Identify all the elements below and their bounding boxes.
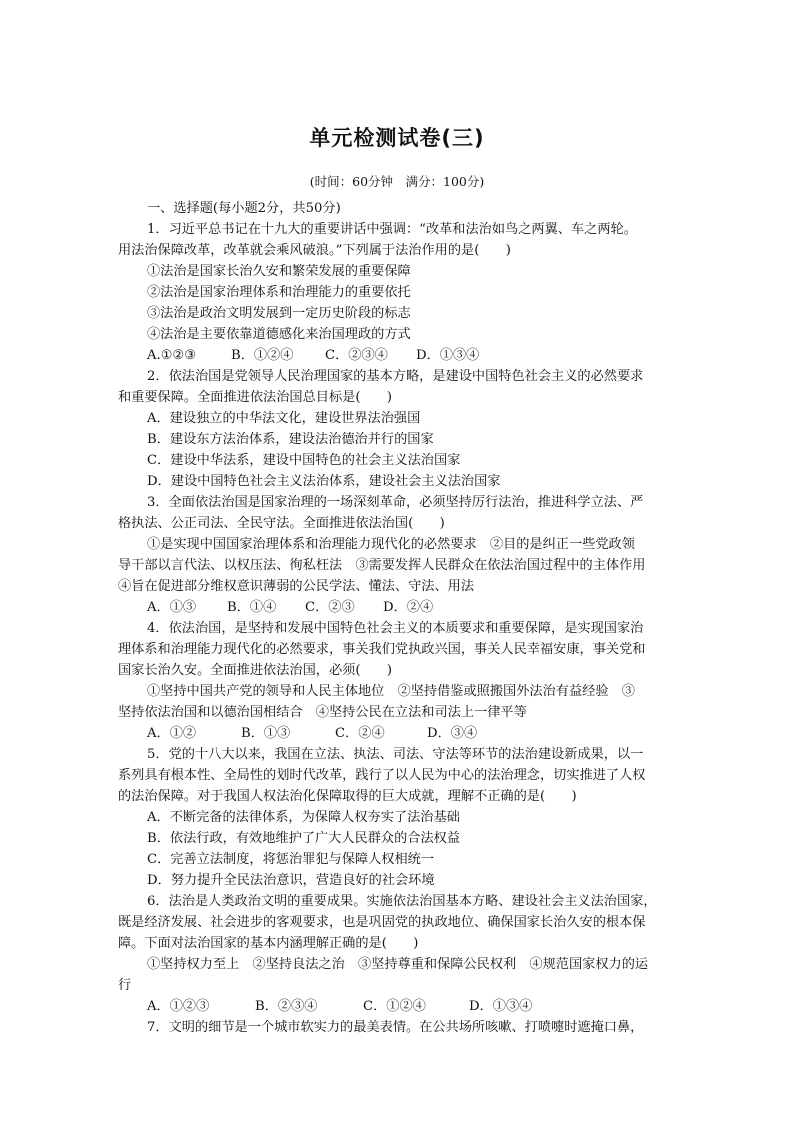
question-2-option-d: D．建设中国特色社会主义法治体系，建设社会主义法治国家 — [147, 474, 501, 489]
question-5-option-d: D．努力提升全民法治意识，营造良好的社会环境 — [147, 873, 435, 888]
question-4-stem-cont: 国家长治久安。全面推进依法治国，必须( ) — [118, 663, 393, 678]
option-c: C．②③④ — [325, 348, 388, 363]
question-5-stem-cont: 系列具有根本性、全局性的划时代改革，践行了以人民为中心的法治理念，切实推进了人权 — [118, 768, 646, 783]
question-5-option-c: C．完善立法制度，将惩治罪犯与保障人权相统一 — [147, 852, 435, 867]
question-6-stem: 6．法治是人类政治文明的重要成果。实施依法治国基本方略、建设社会主义法治国家， — [147, 894, 657, 909]
option-d: D．②④ — [383, 600, 434, 615]
exam-time-score: (时间：60分钟 满分：100分) — [309, 174, 485, 189]
option-b: B．①②④ — [231, 348, 294, 363]
question-2-option-c: C．建设中华法系，建设中国特色的社会主义法治国家 — [147, 453, 461, 468]
question-5-option-b: B．依法行政，有效地维护了广大人民群众的合法权益 — [147, 831, 461, 846]
option-b: B．①④ — [227, 600, 277, 615]
question-6-stem-cont: 既是经济发展、社会进步的客观要求，也是巩固党的执政地位、确保国家长治久安的根本保 — [118, 915, 646, 930]
option-a: A．①② — [147, 726, 197, 741]
question-1-stem: 1．习近平总书记在十九大的重要讲话中强调：“改革和法治如鸟之两翼、车之两轮。 — [147, 222, 637, 237]
question-3-options — [147, 598, 433, 618]
question-3-statements: ①是实现中国国家治理体系和治理能力现代化的必然要求 ②目的是纠正一些党政领 — [147, 537, 635, 552]
question-3-stem: 3．全面依法治国是国家治理的一场深刻革命，必须坚持厉行法治，推进科学立法、严 — [147, 495, 644, 510]
question-5-option-a: A．不断完备的法律体系，为保障人权夯实了法治基础 — [147, 810, 460, 825]
question-1-statement: ④法治是主要依靠道德感化来治国理政的方式 — [147, 327, 411, 342]
question-6-options — [147, 997, 532, 1017]
option-d: D．③④ — [427, 726, 478, 741]
question-2-option-a: A．建设独立的中华法文化，建设世界法治强国 — [147, 411, 421, 426]
question-1-options — [147, 346, 479, 366]
question-4-statements: ①坚持中国共产党的领导和人民主体地位 ②坚持借鉴或照搬国外法治有益经验 ③ — [147, 684, 635, 699]
option-b: B．②③④ — [255, 999, 318, 1014]
option-d: D．①③④ — [469, 999, 533, 1014]
question-1-statement: ①法治是国家长治久安和繁荣发展的重要保障 — [147, 264, 411, 279]
option-c: C．②③ — [305, 600, 355, 615]
question-4-stem-cont: 理体系和治理能力现代化的必然要求，事关我们党执政兴国，事关人民幸福安康，事关党和 — [118, 642, 646, 657]
question-4-statements: 坚持依法治国和以德治国相结合 ④坚持公民在立法和司法上一律平等 — [118, 705, 527, 720]
question-6-statements: ①坚持权力至上 ②坚持良法之治 ③坚持尊重和保障公民权利 ④规范国家权力的运 — [147, 957, 649, 972]
question-4-options — [147, 724, 477, 744]
section-heading: 一、选择题(每小题2分，共50分) — [147, 201, 341, 216]
page-title: 单元检测试卷(三) — [309, 126, 485, 150]
question-3-stem-cont: 格执法、公正司法、全民守法。全面推进依法治国( ) — [118, 516, 445, 531]
option-a: A.①②③ — [147, 348, 197, 363]
question-2-option-b: B．建设东方法治体系，建设法治德治并行的国家 — [147, 432, 434, 447]
question-5-stem: 5．党的十八大以来，我国在立法、执法、司法、守法等环节的法治建设新成果，以一 — [147, 747, 644, 762]
question-5-stem-cont: 的法治保障。对于我国人权法治化保障取得的巨大成就，理解不正确的是( ) — [118, 789, 577, 804]
question-1-statement: ②法治是国家治理体系和治理能力的重要依托 — [147, 285, 411, 300]
question-4-stem: 4．依法治国，是坚持和发展中国特色社会主义的本质要求和重要保障，是实现国家治 — [147, 621, 644, 636]
option-a: A．①②③ — [147, 999, 210, 1014]
question-1-stem-cont: 用法治保障改革，改革就会乘风破浪。”下列属于法治作用的是( ) — [118, 243, 511, 258]
option-c: C．①②④ — [363, 999, 426, 1014]
option-a: A．①③ — [147, 600, 197, 615]
question-6-statements: 行 — [118, 978, 132, 993]
question-3-statements: ④旨在促进部分维权意识薄弱的公民学法、懂法、守法、用法 — [118, 579, 475, 594]
option-c: C．②④ — [335, 726, 385, 741]
question-7-stem: 7．文明的细节是一个城市软实力的最美表情。在公共场所咳嗽、打喷嚏时遮掩口鼻， — [147, 1020, 644, 1035]
question-1-statement: ③法治是政治文明发展到一定历史阶段的标志 — [147, 306, 411, 321]
option-b: B．①③ — [241, 726, 291, 741]
question-2-stem-cont: 和重要保障。全面推进依法治国总目标是( ) — [118, 390, 393, 405]
question-2-stem: 2．依法治国是党领导人民治理国家的基本方略，是建设中国特色社会主义的必然要求 — [147, 369, 644, 384]
question-6-stem-cont: 障。下面对法治国家的基本内涵理解正确的是( ) — [118, 936, 419, 951]
question-3-statements: 导干部以言代法、以权压法、徇私枉法 ③需要发挥人民群众在依法治国过程中的主体作用 — [118, 558, 646, 573]
option-d: D．①③④ — [416, 348, 480, 363]
